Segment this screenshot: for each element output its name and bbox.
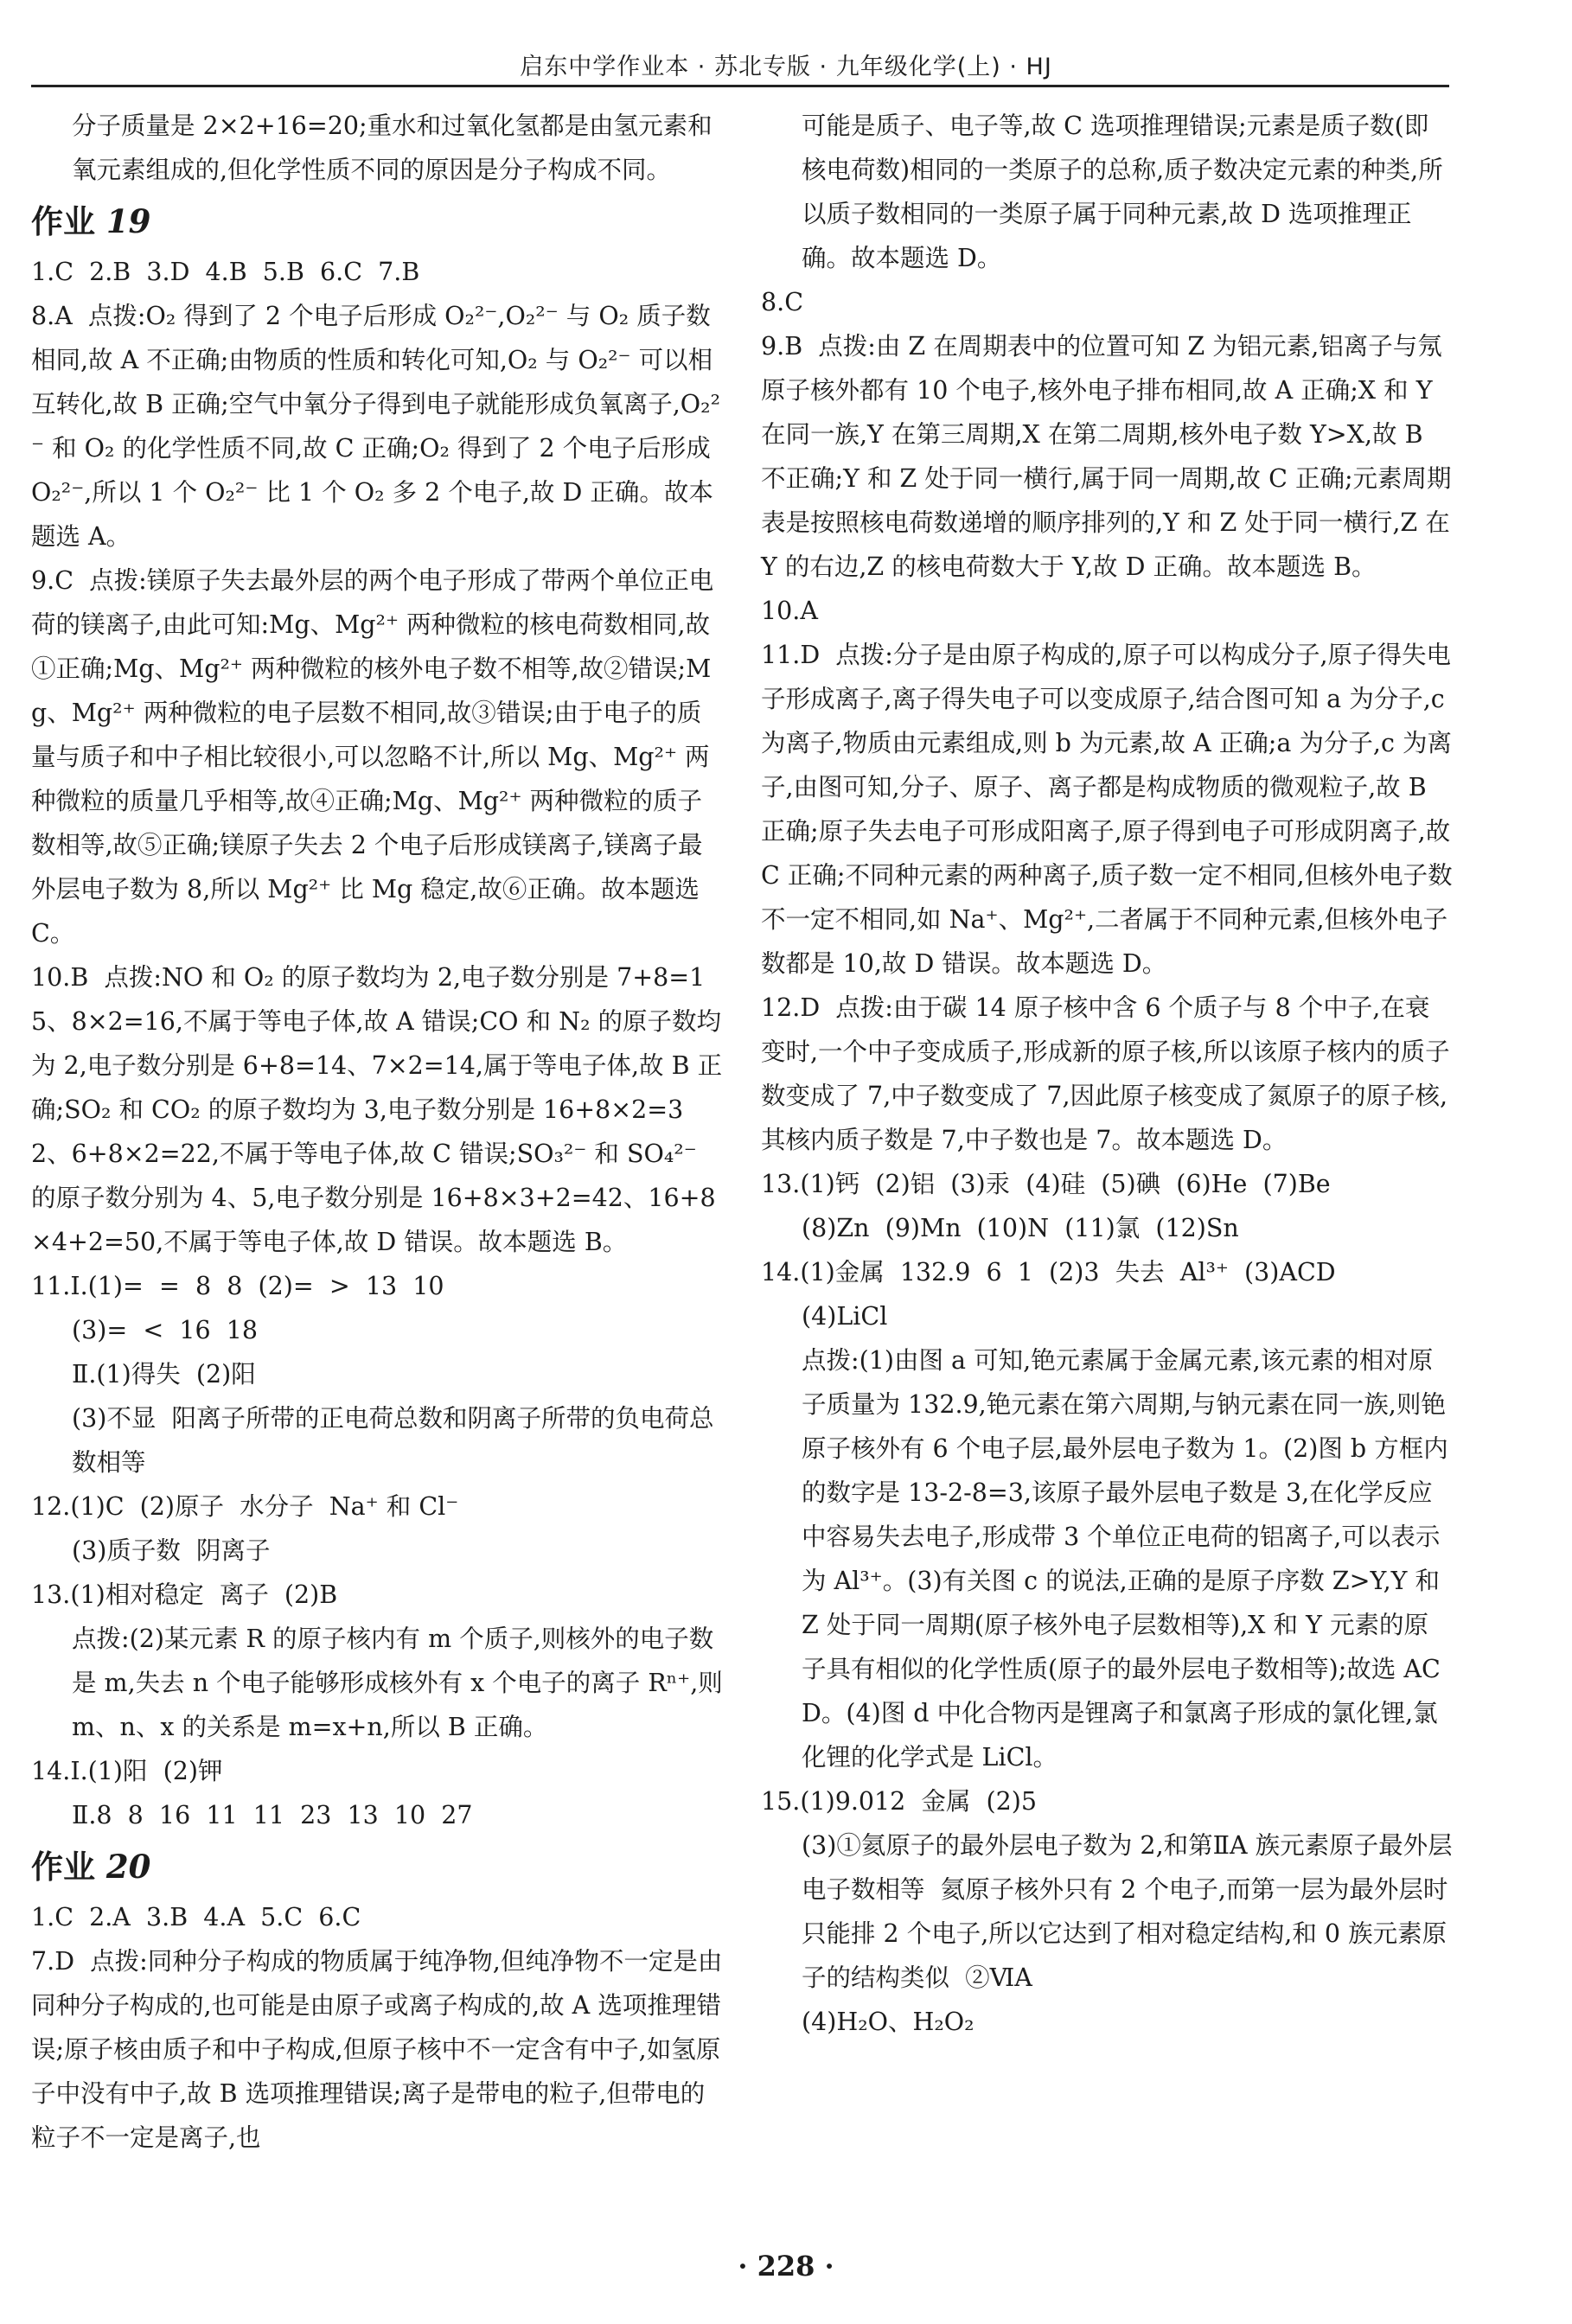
page-header: 启东中学作业本 · 苏北专版 · 九年级化学(上) · HJ <box>520 54 1052 80</box>
answer-paragraph: Ⅱ.8 8 16 11 11 23 13 10 27 <box>72 1801 473 1829</box>
answer-paragraph: 13.(1)钙 (2)铝 (3)汞 (4)硅 (5)碘 (6)He (7)Be <box>761 1170 1331 1198</box>
answer-paragraph: (4)LiCl <box>802 1302 888 1331</box>
section-heading-number: 19 <box>105 202 151 240</box>
answer-paragraph: 1.C 2.A 3.B 4.A 5.C 6.C <box>31 1903 361 1931</box>
answer-paragraph: (4)H₂O、H₂O₂ <box>802 2008 975 2036</box>
answer-paragraph: (8)Zn (9)Mn (10)N (11)氯 (12)Sn <box>802 1214 1239 1242</box>
answer-paragraph: 10.B 点拨:NO 和 O₂ 的原子数均为 2,电子数分别是 7+8=15、8×2=16,不属于等电子体,故 A 错误;CO 和 N₂ 的原子数均为 2,电子数分别是 6+8=14、7×2=14,属于等电子体,故 B 正确;SO₂ 和 CO₂ 的原子数均为 3,电子数分别是 16+8×2=32、6+8×2=22,不属于等电子体,故 C 错误;SO₃²⁻ 和 SO₄²⁻ 的原子数分别为 4、5,电子数分别是 16+8×3+2=42、16+8×4+2=50,不属于等电子体,故 D 错误。故本题选 B。 <box>31 963 723 1256</box>
answer-paragraph: (3)①氦原子的最外层电子数为 2,和第ⅡA 族元素原子最外层电子数相等 氦原子核外只有 2 个电子,而第一层为最外层时只能排 2 个电子,所以它达到了相对稳定结构,和 0 族元素原子的结构类似 ②ⅥA <box>802 1831 1453 1992</box>
answer-paragraph: 13.(1)相对稳定 离子 (2)B <box>31 1580 338 1609</box>
section-heading <box>31 195 723 248</box>
answer-paragraph: 8.C <box>761 288 803 316</box>
answer-paragraph: (3)不显 阳离子所带的正电荷总数和阴离子所带的负电荷总数相等 <box>72 1404 714 1477</box>
answer-paragraph: 点拨:(1)由图 a 可知,铯元素属于金属元素,该元素的相对原子质量为 132.9,铯元素在第六周期,与钠元素在同一族,则铯原子核外有 6 个电子层,最外层电子数为 1。(2)图 b 方框内的数字是 13-2-8=3,该原子最外层电子数是 3,在化学反应中容易失去电子,形成带 3 个单位正电荷的铝离子,可以表示为 Al³⁺。(3)有关图 c 的说法,正确的是原子序数 Z>Y,Y 和 Z 处于同一周期(原子核外电子层数相等),X 和 Y 元素的原子具有相似的化学性质(原子的最外层电子数相等);故选 ACD。(4)图 d 中化合物丙是锂离子和氯离子形成的氯化锂,氯化锂的化学式是 LiCl。 <box>802 1346 1448 1772</box>
answer-paragraph: 可能是质子、电子等,故 C 选项推理错误;元素是质子数(即核电荷数)相同的一类原子的总称,质子数决定元素的种类,所以质子数相同的一类原子属于同种元素,故 D 选项推理正确。故本题选 D。 <box>802 112 1443 272</box>
answer-paragraph: (3)= < 16 18 <box>72 1316 259 1344</box>
answer-paragraph: 点拨:(2)某元素 R 的原子核内有 m 个质子,则核外的电子数是 m,失去 n 个电子能够形成核外有 x 个电子的离子 Rⁿ⁺,则 m、n、x 的关系是 m=x+n,所以 B 正确。 <box>72 1625 731 1741</box>
answer-paragraph: 14.(1)金属 132.9 6 1 (2)3 失去 Al³⁺ (3)ACD <box>761 1258 1336 1286</box>
answer-paragraph: 11.D 点拨:分子是由原子构成的,原子可以构成分子,原子得失电子形成离子,离子得失电子可以变成原子,结合图可知 a 为分子,c 为离子,物质由元素组成,则 b 为元素,故 A 正确;a 为分子,c 为离子,由图可知,分子、原子、离子都是构成物质的微观粒子,故 B 正确;原子失去电子可形成阳离子,原子得到电子可形成阴离子,故 C 正确;不同种元素的两种离子,质子数一定不相同,但核外电子数不一定不相同,如 Na⁺、Mg²⁺,二者属于不同种元素,但核外电子数都是 10,故 D 错误。故本题选 D。 <box>761 641 1459 978</box>
left-column <box>31 104 731 2160</box>
answer-paragraph: 8.A 点拨:O₂ 得到了 2 个电子后形成 O₂²⁻,O₂²⁻ 与 O₂ 质子数相同,故 A 不正确;由物质的性质和转化可知,O₂ 与 O₂²⁻ 可以相互转化,故 B 正确;空气中氧分子得到电子就能形成负氧离子,O₂²⁻ 和 O₂ 的化学性质不同,故 C 正确;O₂ 得到了 2 个电子后形成 O₂²⁻,所以 1 个 O₂²⁻ 比 1 个 O₂ 多 2 个电子,故 D 正确。故本题选 A。 <box>31 302 720 551</box>
right-column <box>761 104 1459 2044</box>
answer-paragraph: 分子质量是 2×2+16=20;重水和过氧化氢都是由氢元素和氧元素组成的,但化学性质不同的原因是分子构成不同。 <box>72 112 713 184</box>
page-number: · 228 · <box>738 2250 834 2282</box>
answer-paragraph: (3)质子数 阴离子 <box>72 1536 271 1565</box>
answer-paragraph: 12.D 点拨:由于碳 14 原子核中含 6 个质子与 8 个中子,在衰变时,一个中子变成质子,形成新的原子核,所以该原子核内的质子数变成了 7,中子数变成了 7,因此原子核变成了氮原子的原子核,其核内质子数是 7,中子数也是 7。故本题选 D。 <box>761 993 1450 1154</box>
header-rule <box>31 85 1449 87</box>
section-heading <box>31 1841 723 1893</box>
answer-paragraph: 9.B 点拨:由 Z 在周期表中的位置可知 Z 为铝元素,铝离子与氖原子核外都有 10 个电子,核外电子排布相同,故 A 正确;X 和 Y 在同一族,Y 在第三周期,X 在第二周期,核外电子数 Y>X,故 B 不正确;Y 和 Z 处于同一横行,属于同一周期,故 C 正确;元素周期表是按照核电荷数递增的顺序排列的,Y 和 Z 处于同一横行,Z 在 Y 的右边,Z 的核电荷数大于 Y,故 D 正确。故本题选 B。 <box>761 332 1458 581</box>
answer-paragraph: 12.(1)C (2)原子 水分子 Na⁺ 和 Cl⁻ <box>31 1492 459 1521</box>
answer-paragraph: 9.C 点拨:镁原子失去最外层的两个电子形成了带两个单位正电荷的镁离子,由此可知:Mg、Mg²⁺ 两种微粒的核电荷数相同,故①正确;Mg、Mg²⁺ 两种微粒的核外电子数不相等,故②错误;Mg、Mg²⁺ 两种微粒的电子层数不相同,故③错误;由于电子的质量与质子和中子相比较很小,可以忽略不计,所以 Mg、Mg²⁺ 两种微粒的质量几乎相等,故④正确;Mg、Mg²⁺ 两种微粒的质子数相等,故⑤正确;镁原子失去 2 个电子后形成镁离子,镁离子最外层电子数为 8,所以 Mg²⁺ 比 Mg 稳定,故⑥正确。故本题选 C。 <box>31 566 714 948</box>
answer-paragraph: 1.C 2.B 3.D 4.B 5.B 6.C 7.B <box>31 258 420 286</box>
section-heading-label: 作业 <box>31 203 95 240</box>
answer-paragraph: 15.(1)9.012 金属 (2)5 <box>761 1787 1038 1816</box>
section-heading-number: 20 <box>105 1848 151 1886</box>
answer-paragraph: 14.Ⅰ.(1)阳 (2)钾 <box>31 1757 223 1785</box>
answer-paragraph: Ⅱ.(1)得失 (2)阳 <box>72 1360 256 1389</box>
section-heading-label: 作业 <box>31 1848 95 1886</box>
answer-paragraph: 11.Ⅰ.(1)= = 8 8 (2)= > 13 10 <box>31 1272 444 1300</box>
answer-paragraph: 7.D 点拨:同种分子构成的物质属于纯净物,但纯净物不一定是由同种分子构成的,也可能是由原子或离子构成的,故 A 选项推理错误;原子核由质子和中子构成,但原子核中不一定含有中子,如氢原子中没有中子,故 B 选项推理错误;离子是带电的粒子,但带电的粒子不一定是离子,也 <box>31 1947 723 2152</box>
answer-paragraph: 10.A <box>761 597 818 625</box>
